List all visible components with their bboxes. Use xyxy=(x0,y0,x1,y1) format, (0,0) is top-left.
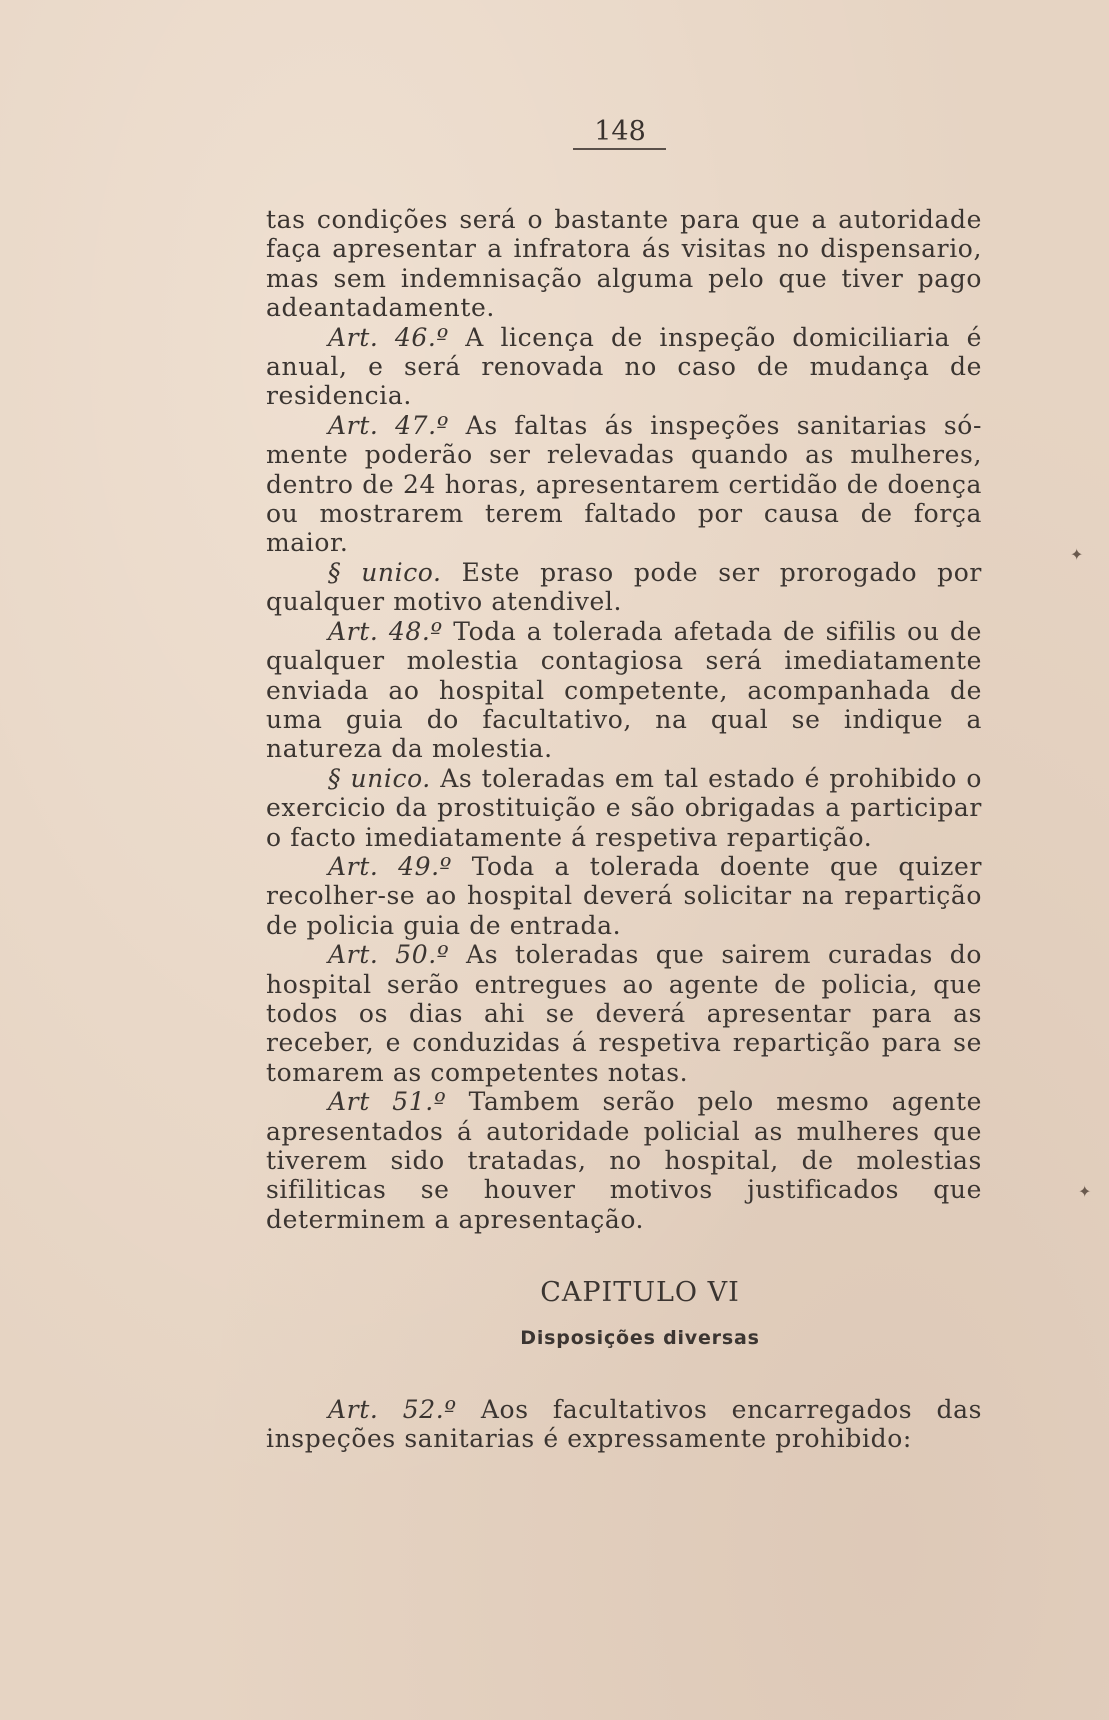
article-label: Art. 52.º xyxy=(328,1395,457,1424)
paragraph xyxy=(266,940,982,1087)
paragraph-text: As toleradas em tal estado é prohibido o exercicio da prostituição e são obrigadas a participar o facto imediatamente á respetiva repartição. xyxy=(266,763,982,852)
page-number-rule xyxy=(573,148,666,150)
chapter-subtitle: Disposições diversas xyxy=(520,1327,760,1349)
paragraph-text: As faltas ás inspeções sanitarias só-mente poderão ser relevadas quando as mulheres, dentro de 24 horas, apresentarem certidão de doença ou mostrarem terem faltado por causa de força maior. xyxy=(266,410,983,558)
article-label: Art 51.º xyxy=(328,1087,447,1117)
body-text xyxy=(266,205,982,1234)
article-label: § unico. xyxy=(328,763,431,793)
paragraph-text: Este praso pode ser prorogado por qualquer motivo atendivel. xyxy=(266,557,982,617)
paragraph-text: As toleradas que sairem curadas do hospital serão entregues ao agente de policia, que todos os dias ahi se deverá apresentar para as receber, e conduzidas á respetiva repartição para se tomarem as competentes notas. xyxy=(266,940,982,1087)
paragraph xyxy=(266,411,982,558)
article-label: Art. 46.º xyxy=(328,322,449,352)
paragraph xyxy=(266,617,982,764)
paragraph xyxy=(266,1395,982,1454)
paragraph-text: Tambem serão pelo mesmo agente apresentados á autoridade policial as mulheres que tiverem sido tratadas, no hospital, de molestias sifiliticas se houver motivos justificados que determinem a apresentação. xyxy=(266,1087,983,1234)
article-label: Art. 48.º xyxy=(328,616,443,646)
article-label: Art. 47.º xyxy=(328,410,449,440)
paragraph xyxy=(266,558,982,617)
paragraph-text: A licença de inspeção domiciliaria é anual, e será renovada no caso de mudança de residencia. xyxy=(266,322,982,411)
paragraph-text: Toda a tolerada afetada de sifilis ou de qualquer molestia contagiosa será imediatamente enviada ao hospital competente, acompanhada de uma guia do facultativo, na qual se indique a natureza da molestia. xyxy=(266,616,982,764)
paragraph xyxy=(266,764,982,852)
paragraph xyxy=(266,323,982,411)
chapter-title: CAPITULO VI xyxy=(540,1277,740,1308)
closing-text xyxy=(266,1395,982,1454)
margin-stain-icon: ✦ xyxy=(1078,1182,1092,1201)
article-label: Art. 49.º xyxy=(328,851,453,881)
paragraph xyxy=(266,205,982,323)
paragraph xyxy=(266,1087,982,1234)
article-label: Art. 50.º xyxy=(328,940,450,970)
paragraph-text: tas condições será o bastante para que a autoridade faça apresentar a infratora ás visitas no dispensario, mas sem indemnisação alguma pelo que tiver pago adeantadamente. xyxy=(266,205,982,323)
margin-stain-icon: ✦ xyxy=(1070,545,1084,564)
paragraph-text: Aos facultativos encarregados das inspeções sanitarias é expressamente prohibido: xyxy=(266,1395,983,1454)
paragraph xyxy=(266,852,982,940)
article-label: § unico. xyxy=(328,557,442,587)
page-number: 148 xyxy=(594,116,646,147)
paragraph-text: Toda a tolerada doente que quizer recolher-se ao hospital deverá solicitar na repartição de policia guia de entrada. xyxy=(266,851,982,940)
